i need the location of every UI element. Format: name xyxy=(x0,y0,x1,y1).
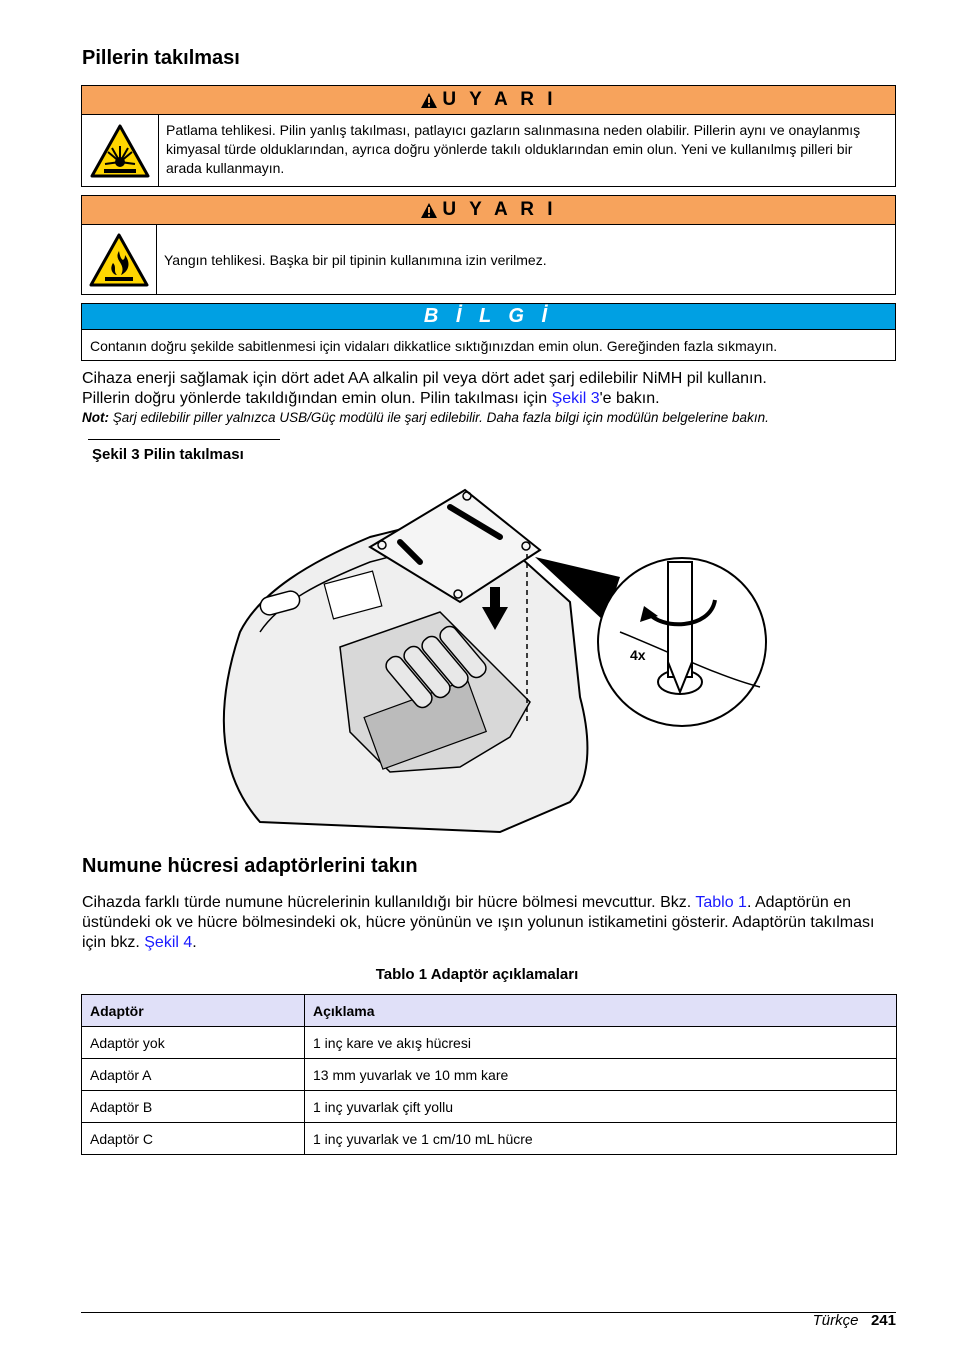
table-caption: Tablo 1 Adaptör açıklamaları xyxy=(375,966,579,983)
table-row xyxy=(82,1123,897,1155)
table-cell: Adaptör A xyxy=(82,1059,305,1091)
table-cell: Adaptör C xyxy=(82,1123,305,1155)
warning-triangle-icon xyxy=(420,202,438,219)
table-cell: 1 inç yuvarlak çift yollu xyxy=(305,1091,897,1123)
footer-language: Türkçe xyxy=(812,1312,859,1329)
info-box xyxy=(81,303,896,361)
table-cell: Adaptör B xyxy=(82,1091,305,1123)
paragraph-line xyxy=(82,389,902,409)
warning-triangle-icon xyxy=(420,92,438,109)
paragraph-text: 'e bakın. xyxy=(599,390,660,407)
table-row xyxy=(82,1091,897,1123)
warning-header xyxy=(82,86,895,115)
warning-label: U Y A R I xyxy=(442,89,557,110)
figure-caption: Şekil 3 Pilin takılması xyxy=(92,446,244,463)
fire-hazard-icon xyxy=(82,225,157,295)
footer-rule xyxy=(81,1312,896,1313)
note-label: Not: xyxy=(82,410,109,425)
note xyxy=(82,410,769,425)
table-header-cell: Açıklama xyxy=(305,995,897,1027)
paragraph-text: Pillerin doğru yönlerde takıldığından emin olun. Pilin takılması için xyxy=(82,390,552,407)
paragraph-text: . xyxy=(192,934,197,951)
paragraph-line: Cihaza enerji sağlamak için dört adet AA alkalin pil veya dört adet şarj edilebilir NiMH pil kullanın. xyxy=(82,370,767,387)
table-row xyxy=(82,1059,897,1091)
table-header-row xyxy=(82,995,897,1027)
table-cell: 1 inç kare ve akış hücresi xyxy=(305,1027,897,1059)
callout-label: 4x xyxy=(630,647,646,663)
warning-box-fire xyxy=(81,195,896,295)
paragraph-text: . Adaptörün en üstündeki ok ve hücre bölmesindeki ok, hücre yönünün ve ışın yolunun istikametini gösterir. Adaptörün takılması için bkz. xyxy=(82,894,875,951)
battery-installation-figure xyxy=(200,482,780,842)
warning-label: U Y A R I xyxy=(442,199,557,220)
warning-text: Patlama tehlikesi. Pilin yanlış takılması, patlayıcı gazların salınmasına neden olabilir. Pillerin aynı ve onaylanmış kimyasal türde olduklarından, ayrıca doğru yönlerde takılı olduklarından emin olun. Yeni ve kullanılmış pilleri bir arada kullanmayın. xyxy=(166,122,861,176)
warning-text: Yangın tehlikesi. Başka bir pil tipinin kullanımına izin verilmez. xyxy=(164,251,547,268)
info-text: Contanın doğru şekilde sabitlenmesi için vidaları dikkatlice sıktığınızdan emin olun. Gereğinden fazla sıkmayın. xyxy=(90,338,778,354)
adapter-table xyxy=(81,994,897,1155)
table1-link[interactable]: Tablo 1 xyxy=(695,894,747,911)
note-text: Şarj edilebilir piller yalnızca USB/Güç modülü ile şarj edilebilir. Daha fazla bilgi için modülün belgelerine bakın. xyxy=(109,410,769,425)
table-cell: 13 mm yuvarlak ve 10 mm kare xyxy=(305,1059,897,1091)
table-header-cell: Adaptör xyxy=(82,995,305,1027)
adapter-paragraph xyxy=(82,893,882,953)
info-header: B İ L G İ xyxy=(82,304,895,330)
page-footer xyxy=(813,1312,896,1329)
table-cell: 1 inç yuvarlak ve 1 cm/10 mL hücre xyxy=(305,1123,897,1155)
figure3-link[interactable]: Şekil 3 xyxy=(551,390,600,407)
page-number: 241 xyxy=(870,1312,896,1329)
caption-rule xyxy=(88,439,280,440)
battery-paragraph xyxy=(82,369,902,409)
section-title-batteries: Pillerin takılması xyxy=(82,47,240,69)
table-row xyxy=(82,1027,897,1059)
warning-header xyxy=(82,196,895,225)
figure4-link[interactable]: Şekil 4 xyxy=(144,934,193,951)
section-title-adapters: Numune hücresi adaptörlerini takın xyxy=(82,855,418,877)
paragraph-text: Cihazda farklı türde numune hücrelerinin kullanıldığı bir hücre bölmesi mevcuttur. Bkz. xyxy=(82,894,696,911)
warning-box-explosion xyxy=(81,85,896,187)
explosion-hazard-icon xyxy=(82,115,159,187)
table-cell: Adaptör yok xyxy=(82,1027,305,1059)
